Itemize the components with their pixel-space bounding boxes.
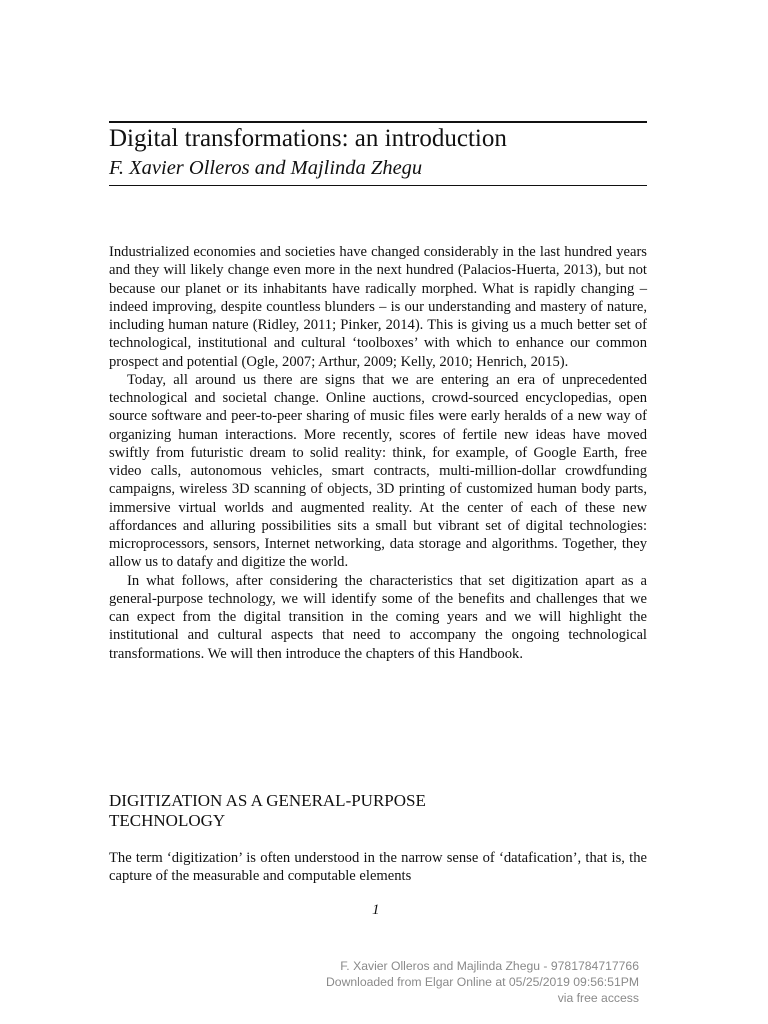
- page-number: 1: [372, 902, 380, 918]
- chapter-authors: F. Xavier Olleros and Majlinda Zhegu: [109, 157, 423, 179]
- section-heading: [109, 791, 647, 831]
- body-paragraph: Today, all around us there are signs that we are entering an era of unprecedented technological and societal change. Online auctions, crowd-sourced encyclopedias, open source software and peer-to-peer sharing of music files were early heralds of a new way of organizing human interactions. More recently, scores of fertile new ideas have moved swiftly from futuristic dream to solid reality: think, for example, of Google Earth, free video calls, autonomous vehicles, smart contracts, multi-million-dollar crowdfunding campaigns, wireless 3D scanning of objects, 3D printing of customized human body parts, immersive virtual worlds and augmented reality. At the center of each of these new affordances and alluring possibilities sits a small but vibrant set of digital technologies: microprocessors, sensors, Internet networking, data storage and algorithms. Together, they allow us to datafy and digitize the world.: [109, 371, 647, 571]
- body-paragraph: In what follows, after considering the characteristics that set digitization apart as a general-purpose technology, we will identify some of the benefits and challenges that we can expect from the digital transition in the coming years and we will highlight the institutional and cultural aspects that need to accompany the ongoing technological transformations. We will then introduce the chapters of this Handbook.: [109, 572, 647, 662]
- title-bottom-rule: [109, 185, 647, 186]
- body-paragraph: Industrialized economies and societies have changed considerably in the last hundred years and they will likely change even more in the next hundred (Palacios-Huerta, 2013), but not because our planet or its inhabitants have radically morphed. What is rapidly changing – indeed improving, despite countless blunders – is our understanding and mastery of nature, including human nature (Ridley, 2011; Pinker, 2014). This is giving us a much better set of technological, institutional and cultural ‘toolboxes’ with which to enhance our common prospect and potential (Ogle, 2007; Arthur, 2009; Kelly, 2010; Henrich, 2015).: [109, 244, 647, 370]
- footer-line-access: via free access: [557, 991, 639, 1005]
- download-footer: [326, 958, 639, 1006]
- chapter-title: Digital transformations: an introduction: [109, 125, 507, 152]
- intro-section: [109, 243, 647, 663]
- footer-line-download: Downloaded from Elgar Online at 05/25/2019 09:56:51PM: [325, 975, 639, 989]
- section-body: [109, 849, 647, 886]
- title-top-rule: [109, 121, 647, 123]
- footer-line-authors-isbn: F. Xavier Olleros and Majlinda Zhegu - 9781784717766: [340, 959, 639, 973]
- section-heading-line: DIGITIZATION AS A GENERAL-PURPOSE: [109, 791, 426, 810]
- body-paragraph: The term ‘digitization’ is often understood in the narrow sense of ‘datafication’, that is, the capture of the measurable and computable elements: [109, 850, 647, 885]
- section-heading-line: TECHNOLOGY: [109, 811, 226, 830]
